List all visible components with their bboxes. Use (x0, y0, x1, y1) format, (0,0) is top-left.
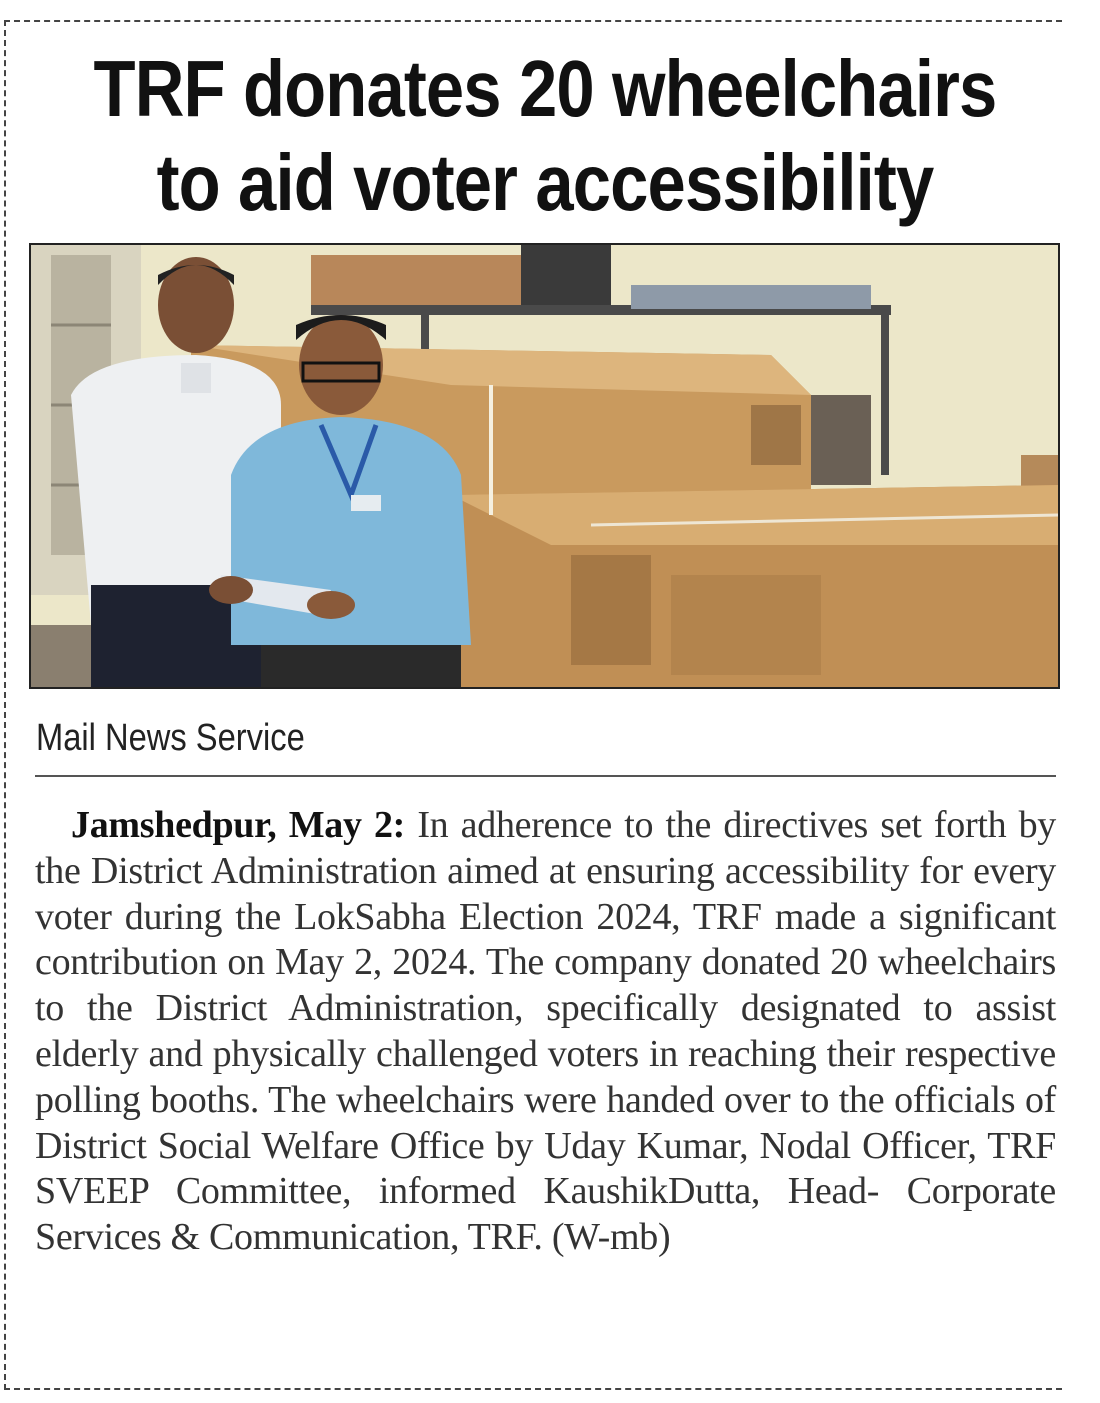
news-photo (29, 243, 1060, 689)
dateline: Jamshedpur, May 2: (71, 804, 406, 846)
byline: Mail News Service (36, 717, 305, 759)
headline-line-1: TRF donates 20 wheelchairs (93, 44, 997, 133)
article-body (35, 803, 1056, 1261)
headline-line-2: to aid voter accessibility (156, 138, 934, 227)
photo-handover-icon (31, 245, 1058, 687)
byline-divider (35, 775, 1056, 777)
headline (76, 42, 1013, 230)
article-body-text: In adherence to the directives set forth by the District Administration aimed at ensuring accessibility for every voter during the LokSabha Election 2024, TRF made a significant contribution on May 2, 2024. The company donated 20 wheelchairs to the District Administration, specifically designated to assist elderly and physically challenged voters in reaching their respective polling booths. The wheelchairs were handed over to the officials of District Social Welfare Office by Uday Kumar, Nodal Officer, TRF SVEEP Committee, informed KaushikDutta, Head- Corporate Services & Communication, TRF. (W-mb) (35, 804, 1056, 1259)
